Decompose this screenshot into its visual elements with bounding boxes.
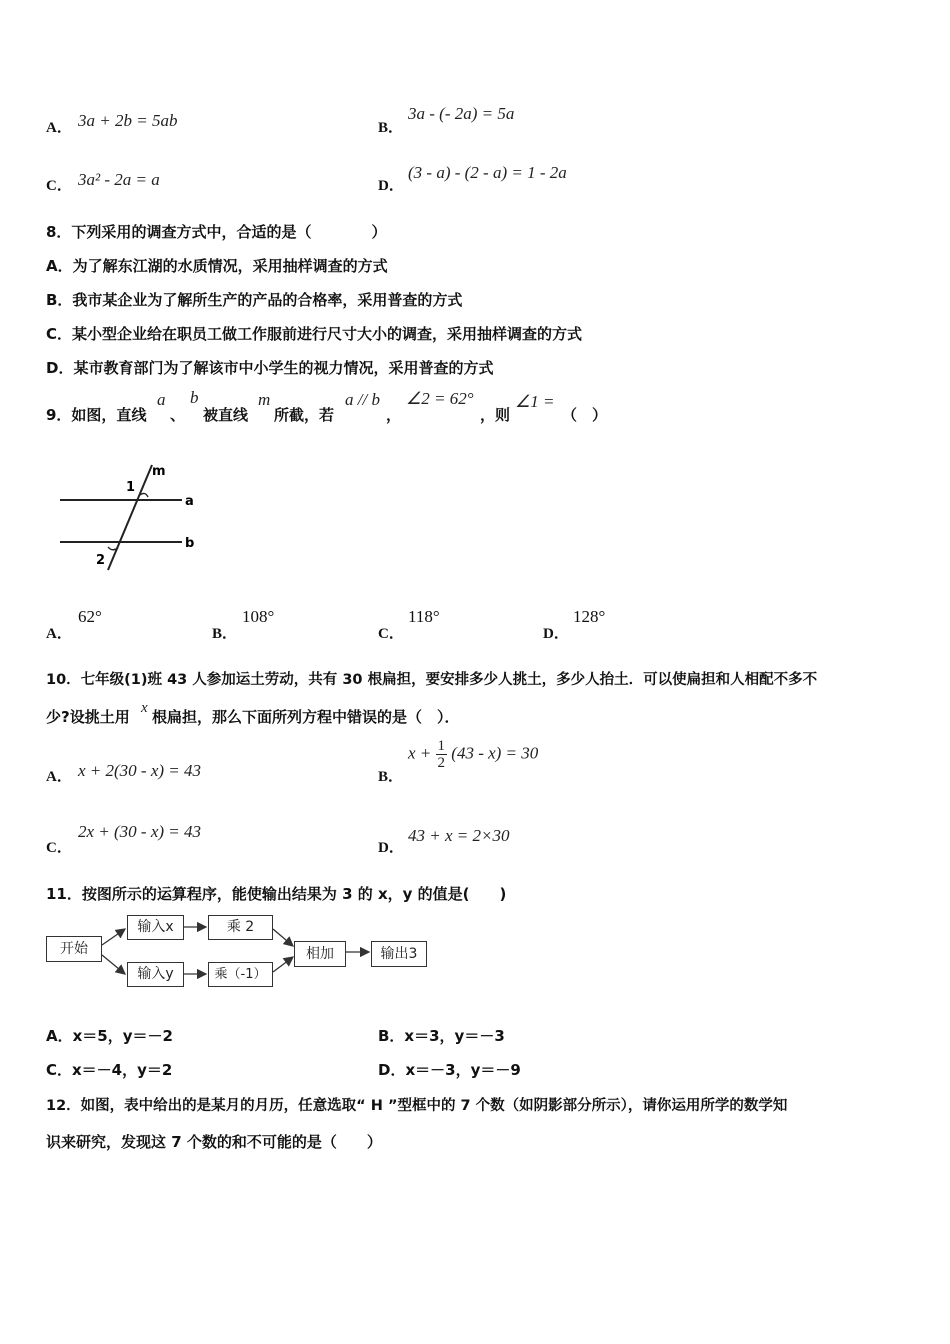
q7-option-c-label: C． xyxy=(46,178,72,194)
flow-start-box: 开始 xyxy=(46,936,102,962)
q9-var-b: b xyxy=(190,388,199,407)
q9-ask: ∠1 = xyxy=(515,392,555,411)
q10-option-a-expression: x + 2(30 - x) = 43 xyxy=(78,761,202,780)
figure-label-2: 2 xyxy=(96,553,106,568)
q10-option-b-prefix: x + xyxy=(408,743,432,763)
q9-figure xyxy=(44,455,269,580)
q9-option-a-label: A． xyxy=(46,626,72,642)
q9-option-d-value: 128° xyxy=(573,607,606,626)
figure-label-1: 1 xyxy=(126,480,136,495)
q12-stem-line2: 识来研究，发现这 7 个数的和不可能的是（ ） xyxy=(46,1133,382,1151)
q10-option-b-fraction xyxy=(436,738,448,771)
q8-option-c: C．某小型企业给在职员工做工作服前进行尺寸大小的调查，采用抽样调查的方式 xyxy=(46,325,583,343)
q9-stem-start: 9．如图，直线 xyxy=(46,406,147,424)
flow-input-y-box: 输入y xyxy=(127,962,184,987)
q10-option-c-expression: 2x + (30 - x) = 43 xyxy=(78,822,202,841)
q10-option-b-suffix: (43 - x) = 30 xyxy=(451,743,539,763)
q8-option-b: B．我市某企业为了解所生产的产品的合格率，采用普查的方式 xyxy=(46,291,463,309)
q7-option-c-expression: 3a² - 2a = a xyxy=(78,170,160,189)
q7-option-d-expression: (3 - a) - (2 - a) = 1 - 2a xyxy=(408,163,567,182)
q8-option-a: A．为了解东江湖的水质情况，采用抽样调查的方式 xyxy=(46,257,388,275)
figure-label-m: m xyxy=(152,464,166,479)
q7-option-b-label: B． xyxy=(378,120,404,136)
q10-option-d-expression: 43 + x = 2×30 xyxy=(408,826,510,845)
figure-label-a: a xyxy=(185,494,194,509)
q7-option-d-label: D． xyxy=(378,178,404,194)
q11-stem: 11．按图所示的运算程序，能使输出结果为 3 的 x，y 的值是( ) xyxy=(46,885,507,903)
q10-option-b-label: B． xyxy=(378,769,404,785)
q9-stem-then: ，则 xyxy=(480,406,511,424)
q7-option-b-expression: 3a - (- 2a) = 5a xyxy=(408,104,515,123)
q10-stem-line2-end: 根扁担，那么下面所列方程中错误的是（ ）． xyxy=(152,708,460,726)
flow-input-x-box: 输入x xyxy=(127,915,184,940)
q9-separator: 、 xyxy=(170,406,186,424)
q9-var-m: m xyxy=(258,390,271,409)
q9-var-a: a xyxy=(157,390,166,409)
q7-option-a-label: A． xyxy=(46,120,72,136)
q9-stem-mid: 被直线 xyxy=(203,406,249,424)
q10-var-x: x xyxy=(141,700,148,716)
q10-option-a-label: A． xyxy=(46,769,72,785)
q11-option-a: A．x＝5，y＝－2 xyxy=(46,1027,173,1045)
q8-option-d: D．某市教育部门为了解该市中小学生的视力情况，采用普查的方式 xyxy=(46,359,494,377)
q9-option-b-value: 108° xyxy=(242,607,275,626)
angle-1-arc xyxy=(140,493,148,497)
flow-output-box: 输出3 xyxy=(371,941,427,967)
q9-parallel-condition: a // b xyxy=(345,390,380,409)
q11-option-c: C．x＝－4，y＝2 xyxy=(46,1061,173,1079)
q9-option-b-label: B． xyxy=(212,626,238,642)
q11-option-d: D．x＝－3，y＝－9 xyxy=(378,1061,521,1079)
q10-option-b-expression xyxy=(408,738,538,771)
q9-option-c-value: 118° xyxy=(408,607,440,626)
q9-option-c-label: C． xyxy=(378,626,404,642)
q12-stem-line1: 12．如图，表中给出的是某月的月历，任意选取“ H ”型框中的 7 个数（如阴影部分所示），请你运用所学的数学知 xyxy=(46,1098,788,1114)
q10-option-b-denominator: 2 xyxy=(437,755,446,771)
q9-comma: ， xyxy=(386,406,402,424)
flow-times-2-box: 乘 2 xyxy=(208,915,273,940)
q9-option-a-value: 62° xyxy=(78,607,102,626)
q9-angle-condition: ∠2 = 62° xyxy=(406,389,474,408)
q9-option-d-label: D． xyxy=(543,626,569,642)
q11-option-b: B．x＝3，y＝－3 xyxy=(378,1027,505,1045)
q10-stem-line1: 10．七年级(1)班 43 人参加运土劳动，共有 30 根扁担，要安排多少人挑土，多少人抬土．可以使扁担和人相配不多不 xyxy=(46,672,818,688)
q8-stem: 8．下列采用的调查方式中，合适的是（ ） xyxy=(46,223,387,241)
q7-option-a-expression: 3a + 2b = 5ab xyxy=(78,111,178,130)
flow-add-box: 相加 xyxy=(294,941,346,967)
figure-label-b: b xyxy=(185,536,195,551)
q10-stem-line2-start: 少?设挑土用 xyxy=(46,708,130,726)
q9-stem-cut: 所截，若 xyxy=(274,406,335,424)
q10-option-b-numerator: 1 xyxy=(437,738,446,754)
q10-option-d-label: D． xyxy=(378,840,404,856)
q9-answer-paren: （ ） xyxy=(562,406,608,424)
q10-option-c-label: C． xyxy=(46,840,72,856)
flow-times-neg1-box: 乘（-1） xyxy=(208,962,273,987)
